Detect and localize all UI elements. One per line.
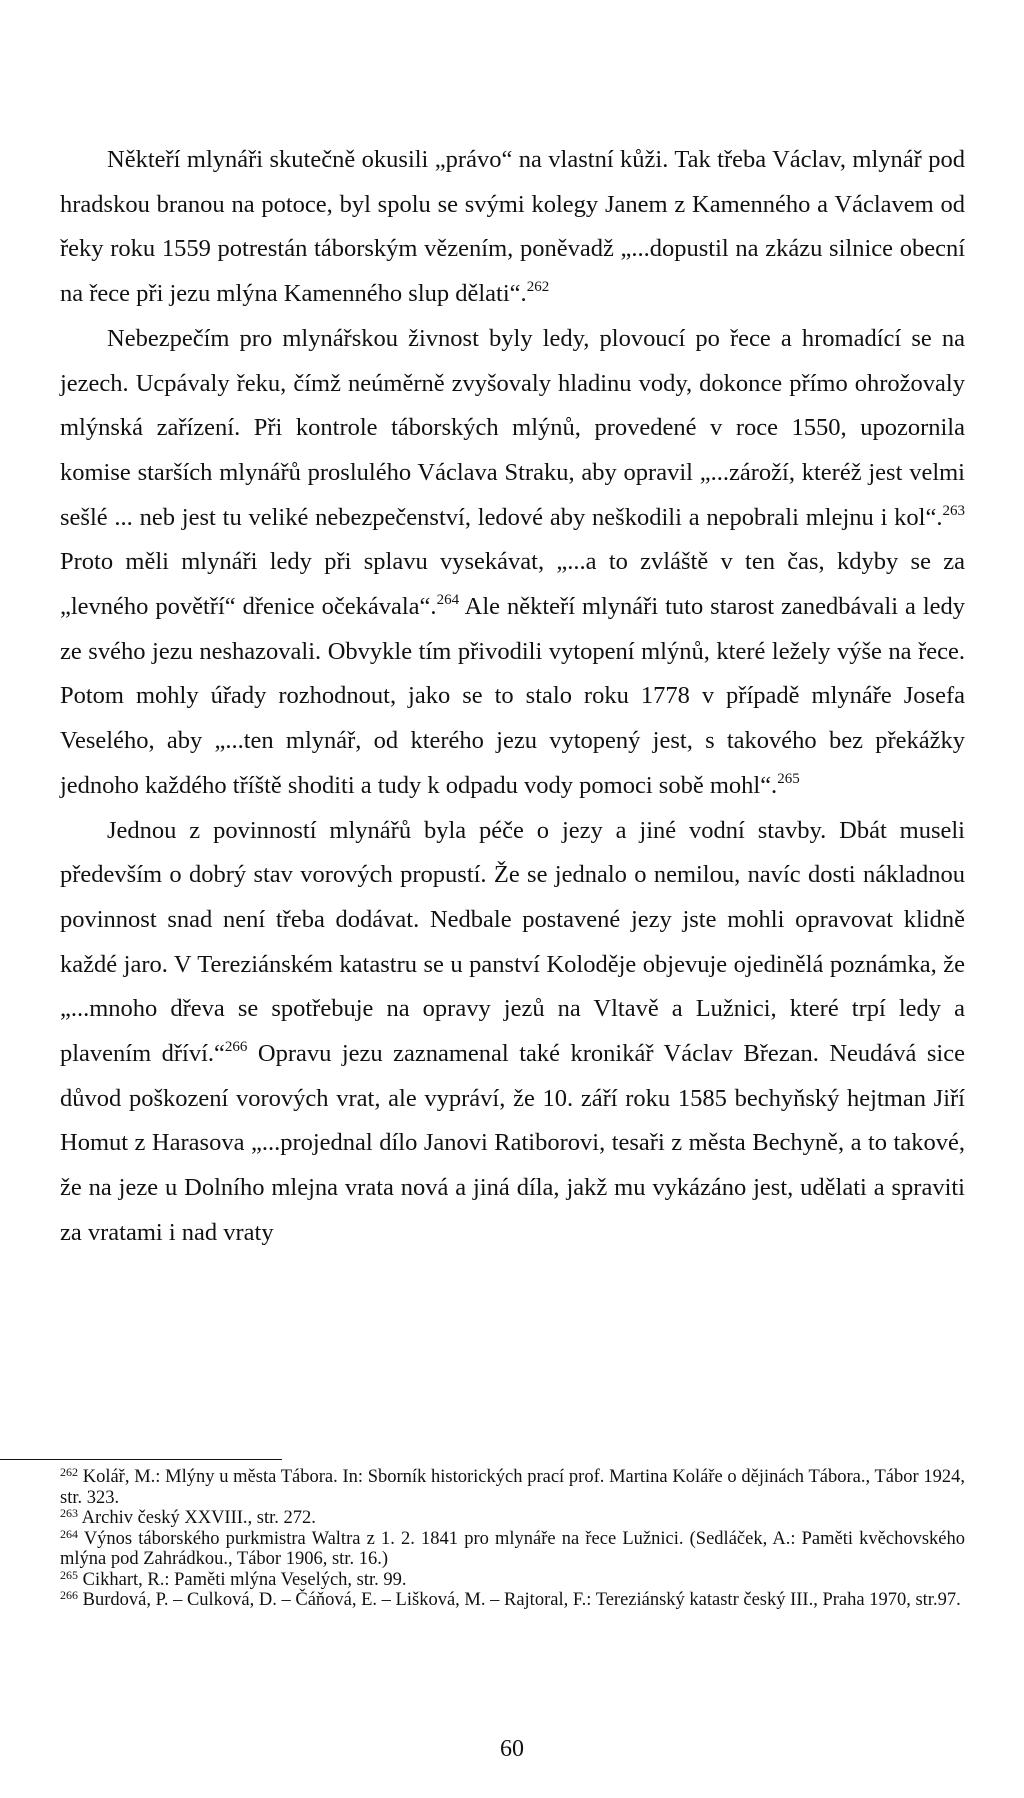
body-text (60, 138, 965, 1256)
footnote-number: 265 (60, 1567, 78, 1582)
footnote-text: Burdová, P. – Culková, D. – Čáňová, E. – Lišková, M. – Rajtoral, F.: Tereziánský katastr český III., Praha 1970, str.97. (78, 1590, 961, 1610)
footnote-text: Kolář, M.: Mlýny u města Tábora. In: Sborník historických prací prof. Martina Koláře o dějinách Tábora., Tábor 1924, str. 323. (60, 1467, 965, 1508)
paragraph-3-text-a: Jednou z povinností mlynářů byla péče o jezy a jiné vodní stavby. Dbát museli především o dobrý stav vorových propustí. Že se jednalo o nemilou, navíc dosti nákladnou povinnost snad není třeba dodávat. Nedbale postavené jezy jste mohli opravovat klidně každé jaro. V Tereziánském katastru se u panství Koloděje objevuje ojedinělá poznámka, že „...mnoho dřeva se spotřebuje na opravy jezů na Vltavě a Lužnici, které trpí ledy a plavením dříví.“ (60, 816, 965, 1068)
footnote-text: Výnos táborského purkmistra Waltra z 1. 2. 1841 pro mlynáře na řece Lužnici. (Sedláček, A.: Paměti kvěchovského mlýna pod Zahrádkou., Tábor 1906, str. 16.) (60, 1528, 965, 1569)
paragraph-3-text-b: Opravu jezu zaznamenal také kronikář Václav Březan. Neudává sice důvod poškození vorových vrat, ale vypráví, že 10. září roku 1585 bechyňský hejtman Jiří Homut z Harasova „...projednal dílo Janovi Ratiborovi, tesaři z města Bechyně, a to takové, že na jeze u Dolního mlejna vrata nová a jiná díla, jakž mu vykázáno jest, udělati a spraviti za vratami i nad vraty (60, 1040, 965, 1246)
page-number: 60 (500, 1736, 524, 1762)
paragraph-1 (60, 138, 965, 317)
paragraph-2-text-c: Ale někteří mlynáři tuto starost zanedbávali a ledy ze svého jezu neshazovali. Obvykle tím přivodili vytopení mlýnů, které ležely výše na řece. Potom mohly úřady rozhodnout, jako se to stalo roku 1778 v případě mlynáře Josefa Veselého, aby „...ten mlynář, od kterého jezu vytopený jest, s takového bez překážky jednoho každého tříště shoditi a tudy k odpadu vody pomoci sobě mohl“. (60, 593, 965, 799)
footnote-text: Archiv český XXVIII., str. 272. (78, 1508, 316, 1528)
footnotes (60, 1467, 965, 1611)
footnote-divider (0, 1459, 282, 1460)
footnote-number: 263 (60, 1506, 78, 1520)
footnote-number: 262 (60, 1465, 78, 1479)
footnote-264 (60, 1526, 965, 1570)
paragraph-3 (60, 809, 965, 1256)
paragraph-2 (60, 317, 965, 809)
footnote-ref-265: 265 (777, 770, 800, 787)
footnote-262 (60, 1467, 965, 1508)
footnote-number: 266 (60, 1588, 78, 1602)
footnote-ref-262: 262 (526, 279, 550, 296)
paragraph-2-text-b: Proto měli mlynáři ledy při splavu vysekávat, „...a to zvláště v ten čas, kdyby se za „levného povětří“ dřenice očekávala“. (60, 548, 965, 621)
footnote-265 (60, 1567, 965, 1591)
footnote-263 (60, 1508, 965, 1529)
footnote-ref-266: 266 (224, 1039, 248, 1056)
footnote-ref-264: 264 (436, 592, 460, 609)
paragraph-1-text: Někteří mlynáři skutečně okusili „právo“ na vlastní kůži. Tak třeba Václav, mlynář pod hradskou branou na potoce, byl spolu se svými kolegy Janem z Kamenného a Václavem od řeky roku 1559 potrestán táborským vězením, poněvadž „...dopustil na zkázu silnice obecní na řece při jezu mlýna Kamenného slup dělati“. (60, 146, 965, 308)
footnote-number: 264 (60, 1526, 78, 1541)
footnote-266 (60, 1590, 965, 1611)
footnote-text: Cikhart, R.: Paměti mlýna Veselých, str. 99. (78, 1569, 407, 1590)
paragraph-2-text-a: Nebezpečím pro mlynářskou živnost byly ledy, plovoucí po řece a hromadící se na jezech. Ucpávaly řeku, čímž neúměrně zvyšovaly hladinu vody, dokonce přímo ohrožovaly mlýnská zařízení. Při kontrole táborských mlýnů, provedené v roce 1550, upozornila komise starších mlynářů proslulého Václava Straku, aby opravil „...zároží, kteréž jest velmi sešlé ... neb jest tu veliké nebezpečenství, ledové aby neškodili a nepobrali mlejnu i kol“. (60, 324, 965, 531)
footnote-ref-263: 263 (942, 502, 965, 519)
